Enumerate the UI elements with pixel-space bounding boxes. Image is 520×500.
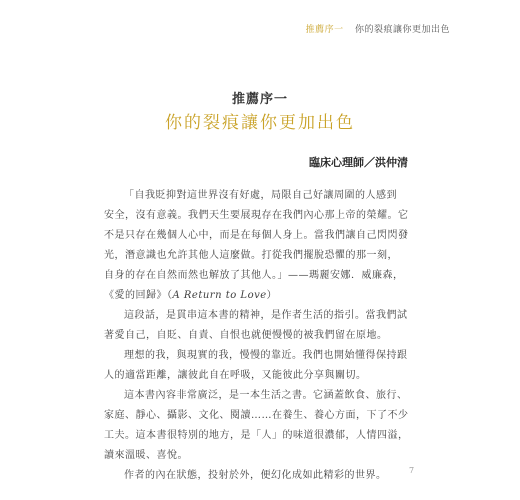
body-line: 光，潛意識也允許其他人這麼做。打從我們擺脫恐懼的那一刻， bbox=[104, 250, 398, 261]
chapter-kicker: 推薦序一 bbox=[231, 92, 288, 107]
body-line: 讀來溫暖、喜悅。 bbox=[104, 450, 188, 461]
running-head-section: 推薦序一 bbox=[305, 25, 344, 35]
author-byline: 臨床心理師／洪仲清 bbox=[309, 156, 408, 169]
body-line: 作者的內在狀態，投射於外，便幻化成如此精彩的世界。 bbox=[124, 470, 387, 481]
body-line: 不是只存在幾個人心中，而是在每個人身上。當我們讓自己閃閃發 bbox=[104, 230, 409, 241]
citation-line bbox=[104, 286, 416, 306]
body-line: 家庭、靜心、攝影、文化、閱讀……在養生、養心方面，下了不少 bbox=[104, 410, 409, 421]
body-line: 這段話，是貫串這本書的精神，是作者生活的指引。當我們試 bbox=[124, 310, 408, 321]
citation-open: 《愛的回歸》（ bbox=[104, 290, 173, 301]
body-line: 自身的存在自然而然也解放了其他人。」——瑪麗安娜．威廉森， bbox=[104, 270, 404, 281]
body-text bbox=[104, 186, 416, 486]
body-line: 著愛自己，自貶、自責、自恨也就便慢慢的被我們留在原地。 bbox=[104, 330, 388, 341]
body-line: 理想的我，與現實的我，慢慢的靠近。我們也開始懂得保持跟 bbox=[124, 350, 408, 361]
running-head bbox=[306, 22, 450, 35]
body-line: 這本書內容非常廣泛，是一本生活之書。它涵蓋飲食、旅行、 bbox=[124, 390, 408, 401]
chapter-title: 你的裂痕讓你更加出色 bbox=[165, 113, 355, 133]
body-line: 安全，沒有意義。我們天生要展現存在我們內心那上帝的榮耀。它 bbox=[104, 210, 409, 221]
body-line: 人的適當距離，讓彼此自在呼吸，又能彼此分享與關切。 bbox=[104, 370, 367, 381]
body-line: 「自我貶抑對這世界沒有好處，局限自己好讓周圍的人感到 bbox=[124, 190, 397, 201]
citation-book-title: A Return to Love bbox=[172, 290, 267, 301]
page-number: 7 bbox=[409, 466, 415, 475]
citation-close: ） bbox=[266, 290, 278, 301]
running-head-chapter: 你的裂痕讓你更加出色 bbox=[354, 25, 450, 35]
body-line: 工夫。這本書很特別的地方，是「人」的味道很濃郁，人情四溢， bbox=[104, 430, 409, 441]
